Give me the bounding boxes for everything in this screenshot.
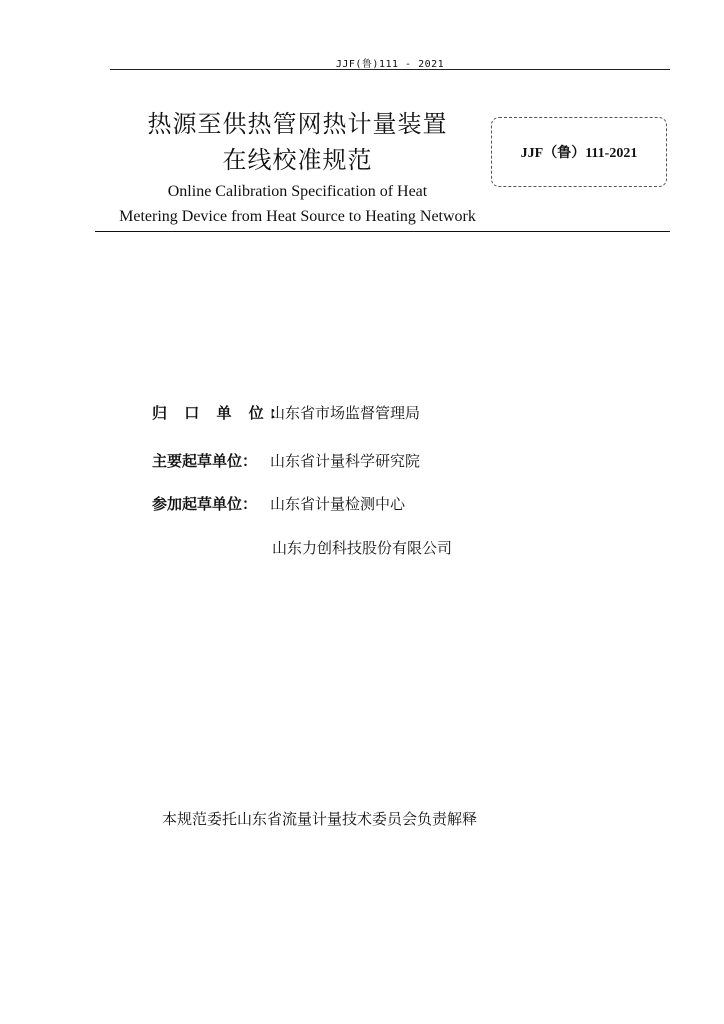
- org-main-drafter-label: 主要起草单位：: [152, 452, 258, 470]
- org-responsible-value: 山东省市场监督管理局: [270, 404, 421, 422]
- code-box-text: JJF（鲁）111-2021: [520, 146, 638, 161]
- title-rule: [95, 231, 670, 232]
- header-rule: [110, 69, 670, 70]
- title-en-line2: Metering Device from Heat Source to Heating Network: [119, 208, 476, 225]
- org-participant-2: 山东力创科技股份有限公司: [272, 539, 453, 557]
- org-main-drafter-row: [152, 450, 420, 471]
- org-participants-row: [152, 493, 405, 514]
- org-responsible-row: [152, 402, 420, 423]
- header-code: JJF(鲁)111 - 2021: [335, 59, 445, 70]
- title-cn-line2: 在线校准规范: [222, 146, 373, 174]
- org-participant-1: 山东省计量检测中心: [270, 495, 406, 513]
- org-participants-label: 参加起草单位：: [152, 495, 258, 513]
- title-en-line1: Online Calibration Specification of Heat: [167, 183, 428, 200]
- title-cn-line1: 热源至供热管网热计量装置: [147, 110, 448, 138]
- footer-note: 本规范委托山东省流量计量技术委员会负责解释: [162, 810, 478, 828]
- code-box: [491, 117, 667, 187]
- org-main-drafter-value: 山东省计量科学研究院: [270, 452, 421, 470]
- org-responsible-label: 归 口 单 位：: [152, 404, 291, 422]
